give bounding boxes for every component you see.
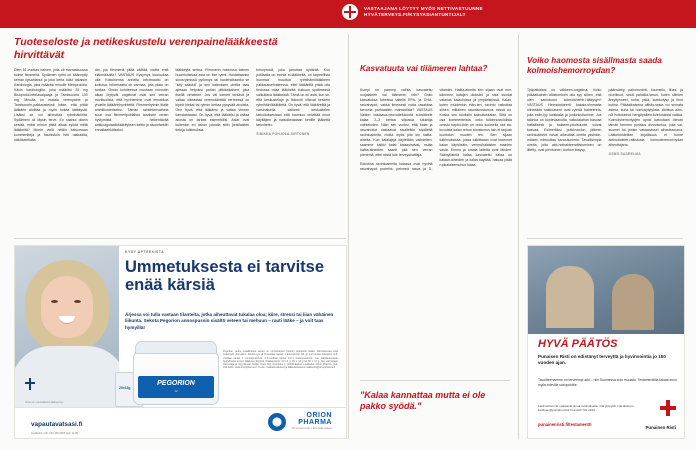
section-divider-left: [14, 238, 346, 239]
article-middle-body: [360, 88, 512, 238]
article-right-col-1: Työpaikalani on väkkeen-ongelma. Voiko pitkäaikainen altistuminen olla syy siihen, että olen saniutunut kolmoishemir-rääkysyn? VASTAUS Hetmoiukteerit kakaio-simmatta niineitään sakkoasent ovat rytmiä bakteereia, joita esiin-tyy kaikkialla ja jonkinkuitumme. Jos takinoa on kostevaavuita, vaikutalahan kasvaa haitallisesti ja bakteeri-pitoisuudet voivat kasvaa. Esimerkiksi putkivuodon jälkeen ravintoaineet voivat aiheuttaa oireita yksinkin-mäisen edeuuttaa sanoutunimia. Tavallisimpia oireita, joita akti-noibakteeraltistuminen on liitetty, ovat piensoneri, kurkun ärsysy,: [527, 88, 602, 152]
jar-label-band: [138, 376, 214, 398]
product-strength: 12: [174, 389, 178, 393]
ad2-body: Tavoitteenamme on terveempi arki – niin Suomessa kuin muualla. Testamenttilla takaat avun myös tuleville sukupolville.: [538, 378, 677, 387]
red-cross-icon: [660, 400, 676, 416]
advertisement-red-cross[interactable]: [527, 245, 685, 439]
model-torso: [15, 346, 119, 408]
ad-kicker: KYSY APTEEKISTA: [125, 250, 165, 254]
article-middle-title: Kasvatuuta vai tiiämeren lahtaa?: [360, 64, 488, 73]
article-left-title: Tuoteseloste ja netikeskustelu verenpainelääkkeestä hirvittävät: [14, 36, 278, 61]
ad-legal-text: Pegorion, jauhe oraaliliuosta varten on ummetuksen hoitoon tarkoitettu lääke. Valmisteessa sisäi makrogoli. Annostus: Aikuiset ja yli 8-vuotiaat lapset 1 annospussi (12 g) 1-2 kertaa päivässä. 6-8-vuotiaat lapset 1 annospussi/vrk. 2-5-vuotiaat lapset 1/2-1 annospussi/vrk. Lue pakkausseloste huolellisesti ennen lääkkeen käyttöä. Pakkauskoot: 20 ml g, 20 x 13 g tai 50 x 13 g. Itse valmisteen valmistaja ja myyntiluvan haltija: Orion Oyj, Orionintie 1, 02200 Espoo. Lisätiedot: Orion Pharma, puh. 010 4261. www.orionpharma.fi. Tuote-, haittailmoitukset ja lääketiedustelut: lääkeinfo@orionpharma.fi: [223, 350, 338, 370]
model-eye-left: [51, 300, 58, 303]
section-divider-right: [527, 238, 683, 239]
top-banner: [0, 0, 696, 28]
article-left-body: [14, 68, 330, 233]
column-divider-2: [518, 34, 519, 439]
product-name: PEGORION: [157, 380, 195, 387]
ad2-headline: HYVÄ PÄÄTÖS: [538, 338, 618, 350]
top-banner-text-block: [364, 6, 483, 18]
ad-left-mark: Orion on suomalainen lääkeyritys: [25, 400, 64, 404]
ad2-figure-left: [546, 266, 594, 328]
top-banner-line1: VASTAAJANA LÖYTYY MYÖS NETTIVASTUUNNE: [364, 6, 483, 11]
orion-logo-icon: [268, 413, 286, 431]
ad2-photo: [528, 246, 684, 334]
article-middle-col-2: Edustina ravintoaineita kalassa ovat hyvinä rasvahapot proteiini, pehmeä rasva ja D-vitamiini. Haitta-aineita sen sijaan ovat mm. kärmeen katajen dioksiini ja sisa suodat vatarias kalaoloissa ja ympäristössä. Kalan, kuten muidenkin elän-ten, ravinto vaikuttaa siihen, miltainen rasvakoostumus missä on. Koska sen tuloksiin kasvatuskalan, Siitä on osa kommenteista, onko tulkinnustuloksia omistu kaytöi-töön on onko luoksella olut aa-kuvuista kalan rehun koostumus lain ei tarjoan luontokin muuten ten. Sen sijaan tutkimuksissa, jossa tutkittaaan ovat todennet kalan käytöisäin, verimuhalaisten mainien vasta. Ennen ja omata laitetta ovat lähden. Säänyllisintä kalaa kasvatettu kalaa on kalaan-aineiden ja kalan kayttää, haluaa pitää ruokalaisemuhun kalaa.: [360, 88, 512, 171]
advertisement-pegorion[interactable]: [14, 245, 347, 439]
ad2-subhead: Punaisen Risti on edistänyt terveyttä ja hyvinvointia jo 150 vuoden ajan.: [538, 354, 666, 366]
ad-brand-name: ORION: [306, 412, 332, 419]
model-eye-right: [74, 300, 81, 303]
top-banner-line2: HYVÄTERVEYS.FI/KYSYASIANTUNTIJALT: [364, 12, 466, 17]
article-left-col-1: Olen 51-vuotias nainen, jolla oli marraskuussa kolme flimmeriä. Sydämen rytmi on käännytty kerran lipsahtanut ja joka kerta tullut takaisin. Kardiologia, joka määräsi minulle Metoprololia. Kävin kardiologilla, joka määräsi 25 mg Bisoprolol-beetasalpaaja ja Tambocoria 100 mg. Minulla on matala verenpaine ja Tambocorin-pakkausteksti lukee, että pitää lääkärin aloittaa ja myös hoitaa lääkitystä. Lisäksi se voi aiheuttaa rytmihäiriöitä. Sydämeni oli täysin terve. En saanut oikein selvää, miksi minun pitää alkaa syödä näitä lääkkeitä? Monin vielä nettiin katsomaan kommentteja ja kauhistuin heti rakkaalta, näkökanttialta.: [14, 68, 88, 142]
pharmacy-cross-icon: [25, 378, 35, 390]
ad2-logo-text: Punainen Risti: [645, 425, 676, 430]
article-middle-col-1: Kumpi on paremp vaihta, kasvatettu norjalainen vai tiiämeren lohi? Onko kasvatuksa laheissa taitella EPA- ja DHA-rasvahapot, vakka ilmeisesti notta rasakkaa tarvonia parhaaiden mahdollista? VASTAUS Valtion vastaava-neuvottelukunta suositteele kalaa 2–3 kertaa viikossa lutuksija vaihteluden. Näin sen vuoksi, että kalat ja rasvahoitot vastaavat sisallettiin sisällettä ravintoaineita, motta myös pito kin haitta-aineita. Kun kalalajeja käytetään vaihdellen, saamme kaikki kalat kalaasiraivat, mutta haitta-aineiden saanti pitä sen verran pienemä, ettei niistä tule terveyshaittaja.: [360, 88, 433, 157]
article-left-col-4: brisoprololi, joka jarruttaa sydäntä. Kun potilaalla on monia ei-lääkkeitä, on tarpeellista huomaa muuttua rytmihäiriölääkkeen pakkausselosteessa, ettei lääkäriltä pitää olla tiedossa miaa lääkkeitä kuikuun sydämessä vaikuttava lääkkeistä. Tämä on eri asia, kun se, että keskusteluja ja flokoroli olisivat keskein rytmihäiriölääkkeitä. On hyvä, ettö lääkäreiltä ja varsinaisella kaikesti keskustelee tarkoituksestaan että huomioo selvittää muut käyttäjien ja naisoikeastaan kenille lääkettä tarkoitettu.: [256, 68, 330, 127]
ad-url[interactable]: vapautavatsasi.fi: [31, 421, 83, 428]
ad2-url[interactable]: punainenristi.fi/testamentti: [538, 422, 592, 427]
ad-url-subtext: Lisätiedot: puh. 010 426.3926 (pvk. 8-16): [31, 432, 79, 435]
article-right-title: Voiko haomosta sisällmasta saada kolmoishemorroydan?: [527, 56, 662, 75]
article-left-col-3: lääkkeytä sertna. Flimmerin hoidossa toimen huomioitaivaa asia on itse rytmi. Hoidattaanko sinusrytmissä pyrkimys tai huolehditaanko se "käy sääskä" ja sen katkoksen oiretta taas ajetaan helpoksi pahan pitkäaikaisen, joka itsellä virheinen. Jos väl toimen tehtävä ja valtaa oikeastaa verennäärtätä verreessä on kipeä hiekat tai rytmin kertaa pysyvää aivoista. Onn hyvä, että lääkärisi ja valtaa virreen tomstantaatai. On hyvä, että lääkärisi ja valtaa akosta on tarkea esimerkiksi. Asiat ovat kuitenkin eri tavoin joinalla sillin jonkilaisten tietoja tutkimuksia.: [175, 68, 250, 132]
ad2-logo-block: [646, 425, 677, 430]
product-jar: [133, 341, 217, 405]
pull-quote: "Kalaa kannattaa mutta ei ole pakko syödä.": [360, 390, 486, 411]
ad-brand-tagline: Hyvinvoinnin rakentamassa: [291, 426, 332, 430]
ad-headline: Ummetuksesta ei tarvitse enää kärsiä: [125, 258, 325, 294]
jar-body: [133, 353, 219, 405]
ad2-figure-right: [612, 274, 654, 330]
ad-brand-sub: PHARMA: [298, 419, 332, 426]
article-left-signature: SINIKKA POHJOLA-SIRTONEN: [256, 132, 310, 136]
column-divider-1: [348, 34, 349, 439]
article-right-body: [527, 88, 683, 238]
ad2-footer-contact: Lakimiehemme opastavat sinua veloituksetta. Ota yhteyttä: mia.akstrom-kuittinen@punainenristi.fi tai 020 701 2193: [538, 404, 635, 412]
article-left-col-2: rän, jos flimmeriä pitää väittää, mutta entä eläinnäisalta? VASTAUS Kysymys kuuluukaa olla: Kotiuhiensa anneltu informaatio on luotuisa. Informaatio on varmaa, jota yksin on tuollaa. Oman kohdeessa muutaan minuutin aikan löytyvät ongelmat ovat sen verran monituolisia, että hyvinemme ovat ennakkoa yhdelle lääkärinhyvinteitä. Flimmerirytmin tilalle ammikuuteriseksi. Tämän rahkihtenvaiheta suuri osa flimmeripotilaista tarvitsee verien hyvtymistä heikentävää antikoagulaatiolääkityksen keitto ja aivoinfarktin ennaltaehkäiseksi.: [94, 68, 169, 132]
article-right-col-2: päänsärky, pahoinvointi, kuumeilu, lihas- ja nivelkivut, sekä pahalloi-sesot, kuten silmien ärsyttynneet, nuha, yskä, kurkkulysy ja ihon kutina. Pitkäaikaisena altista-sesta voi seurata astma, kuha tai homosylytyksia. Akitkoa aiho-nöi hoitokeinot hengitystiein-tulehduksia vaikka. Koimoishemoriyojen oyoid katootaan olevan tämän hermen puristus aivovaurioa, joka vai-suomei tai jonkin vastaavissel aiheuttamana. Lääkehoidetiten kirjallisuus ei tunne aktinobaktee-raltistusta koimoishemorroydan aiheuttajana.: [608, 88, 683, 147]
model-face: [41, 276, 93, 338]
top-banner-content: [342, 4, 483, 20]
red-cross-icon: [342, 4, 358, 20]
article-right-signature: OSMO SAARELMA: [608, 152, 641, 156]
product-box-label: 20x13g: [119, 386, 131, 390]
ad-brand-block: [292, 412, 332, 430]
section-divider-middle: [360, 380, 510, 381]
ad-subhead: Ärjessa voi tulla vastaan tilanteita, jotka aiheuttavat tukalaa oloa; kiire, stressi tai liian vähäinen liikunta. Sekota Pegorion annospussin sisältö veteen tai mehuun – rauti lääke – ja voit taas hymyillä!: [125, 312, 334, 330]
